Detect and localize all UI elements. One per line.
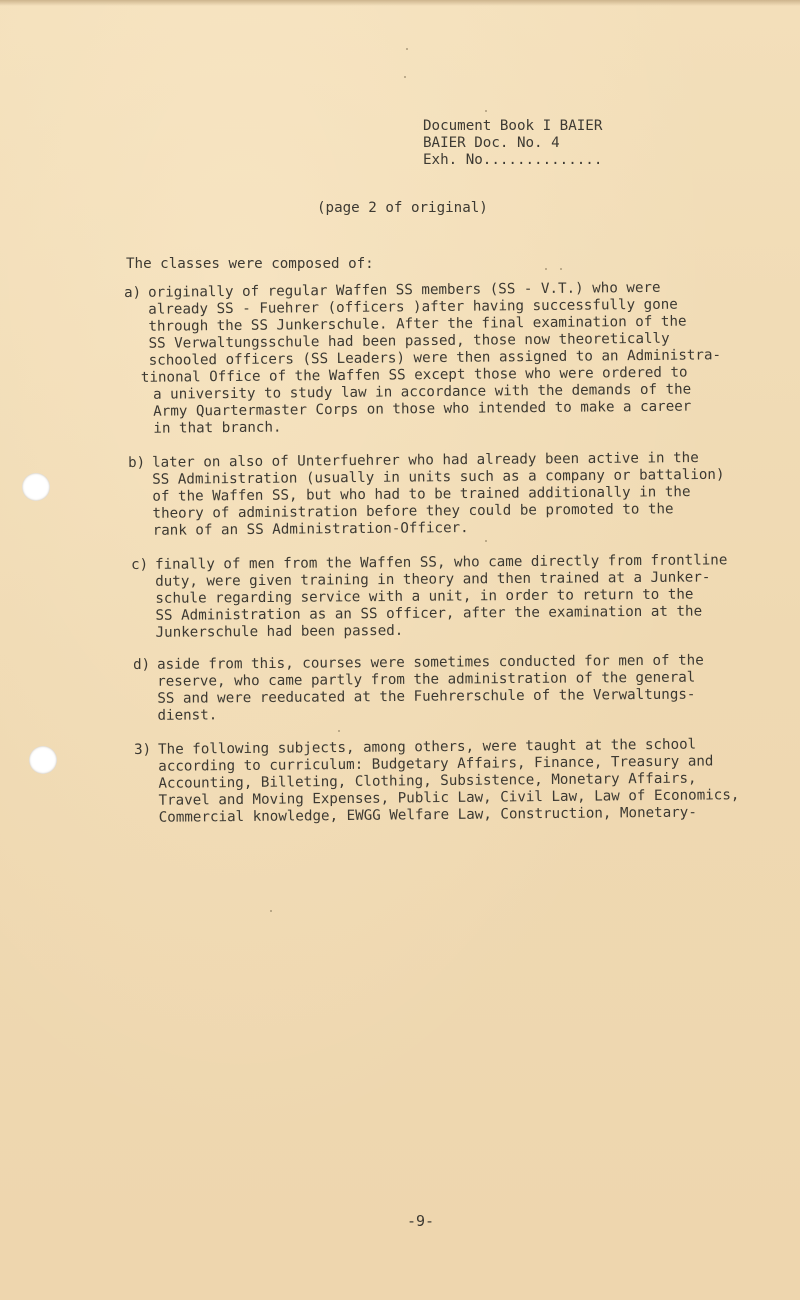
page-of-original-note: (page 2 of original) — [317, 200, 488, 216]
document-header — [423, 118, 602, 169]
text-line: Commercial knowledge, EWGG Welfare Law, Construction, Monetary- — [158, 804, 697, 826]
text-line: Travel and Moving Expenses, Public Law, Civil Law, Law of Economics, — [158, 787, 740, 809]
header-exh-line: Exh. No.............. — [423, 152, 603, 168]
text-line: of the Waffen SS, but who had to be trained additionally in the — [152, 484, 691, 505]
text-line: in that branch. — [153, 419, 282, 437]
list-item-body — [157, 653, 704, 725]
paper-speck — [404, 76, 406, 78]
text-line: through the SS Junkerschule. After the final examination of the — [148, 313, 687, 335]
text-line: a university to study law in accordance with the demands of the — [152, 381, 692, 403]
intro-sentence: The classes were composed of: — [126, 256, 374, 272]
list-item-body — [158, 736, 740, 827]
text-line: aside from this, courses were sometimes conducted for men of the — [156, 652, 704, 673]
text-line: reserve, who came partly from the administration of the general — [157, 669, 696, 690]
text-line: rank of an SS Administration-Officer. — [152, 520, 469, 539]
text-line: The following subjects, among others, were taught at the school — [157, 736, 697, 758]
text-line: Accounting, Billeting, Clothing, Subsistence, Monetary Affairs, — [158, 770, 697, 792]
paper-top-edge — [0, 0, 800, 6]
text-line: duty, were given training in theory and then trained at a Junker- — [155, 569, 711, 590]
text-line: tinonal Office of the Waffen SS except those who were ordered to — [140, 364, 688, 386]
list-item-body — [140, 279, 722, 437]
text-line: later on also of Unterfuehrer who had already been active in the — [151, 450, 699, 471]
text-line: already SS - Fuehrer (officers )after having successfully gone — [148, 296, 678, 318]
text-line: dienst. — [157, 707, 218, 724]
paper-speck — [485, 110, 487, 112]
text-line: schule regarding service with a unit, in order to return to the — [155, 586, 694, 607]
list-marker: b) — [128, 454, 146, 471]
text-line: Army Quartermaster Corps on those who intended to make a career — [153, 398, 692, 420]
text-line: finally of men from the Waffen SS, who came directly from frontline — [154, 552, 728, 573]
binder-hole-top — [22, 473, 50, 501]
paper-speck — [406, 48, 408, 50]
text-line: SS Administration (usually in units such as a company or battalion) — [152, 466, 725, 488]
paper-speck — [270, 910, 272, 912]
text-line: according to curriculum: Budgetary Affairs, Finance, Treasury and — [158, 753, 714, 775]
paper-speck — [338, 730, 340, 732]
text-line: SS Administration as an SS officer, after the examination at the — [155, 603, 703, 624]
paper-speck — [545, 268, 547, 270]
header-book-line: Document Book I BAIER — [423, 118, 603, 134]
header-doc-line: BAIER Doc. No. 4 — [423, 135, 560, 151]
paper-speck — [485, 540, 487, 542]
text-line: originally of regular Waffen SS members (SS - V.T.) who were — [147, 279, 661, 301]
text-line: theory of administration before they could be promoted to the — [152, 501, 674, 522]
list-marker: c) — [131, 556, 149, 573]
text-line: Junkerschule had been passed. — [155, 622, 404, 641]
binder-hole-bottom — [29, 746, 57, 774]
list-marker: 3) — [134, 741, 152, 758]
list-marker: a) — [124, 284, 142, 301]
list-item-body — [152, 450, 725, 540]
text-line: SS and were reeducated at the Fuehrerschule of the Verwaltungs- — [157, 686, 696, 707]
text-line: schooled officers (SS Leaders) were then assigned to an Administra- — [148, 347, 722, 369]
list-marker: d) — [133, 656, 151, 673]
text-line: SS Verwaltungsschule had been passed, those now theoretically — [148, 330, 670, 352]
paper-speck — [560, 268, 562, 270]
page-number: -9- — [407, 1212, 435, 1230]
list-item-body — [155, 552, 728, 641]
